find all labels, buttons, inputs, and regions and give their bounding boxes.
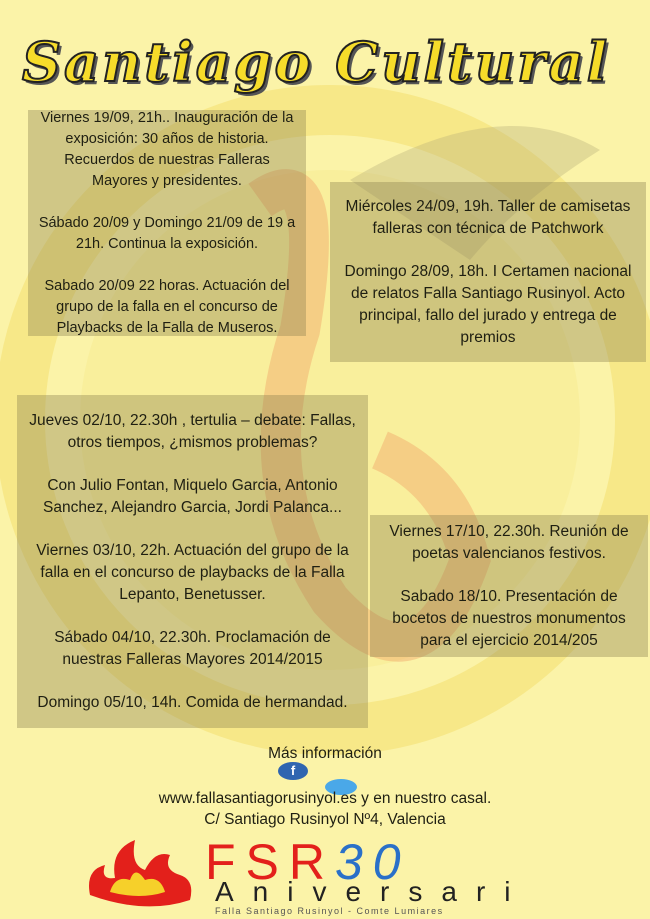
event-text: Sabado 18/10. Presentación de bocetos de nuestros monumentos para el ejercicio 2014/205 xyxy=(392,587,626,649)
event-text: Sábado 04/10, 22.30h. Proclamación de nuestras Falleras Mayores 2014/2015 xyxy=(54,628,331,668)
event-text: Miércoles 24/09, 19h. Taller de camisetas falleras con técnica de Patchwork xyxy=(345,197,631,237)
poster-title: Santiago Cultural xyxy=(22,30,611,94)
event-text: Domingo 28/09, 18h. I Certamen nacional de relatos Falla Santiago Rusinyol. Acto principal, fallo del jurado y entrega de premios xyxy=(344,262,632,346)
events-box-october-1 xyxy=(17,395,368,728)
facebook-icon[interactable]: f xyxy=(278,762,308,780)
flame-logo-icon xyxy=(85,840,195,910)
events-box-september-1 xyxy=(28,110,306,336)
website-text[interactable]: www.fallasantiagorusinyol.es y en nuestro casal. xyxy=(158,790,492,807)
event-text: Jueves 02/10, 22.30h , tertulia – debate: Fallas, otros tiempos, ¿mismos problemas? xyxy=(29,411,356,451)
logo-aniversari: Aniversari xyxy=(215,876,530,907)
event-text: Con Julio Fontan, Miquelo Garcia, Antonio Sanchez, Alejandro Garcia, Jordi Palanca... xyxy=(43,476,342,516)
event-text: Domingo 05/10, 14h. Comida de hermandad. xyxy=(37,693,348,711)
event-text: Viernes 03/10, 22h. Actuación del grupo de la falla en el concurso de playbacks de la Falla Lepanto, Benetusser. xyxy=(36,541,349,603)
address-text: C/ Santiago Rusinyol Nº4, Valencia xyxy=(204,811,446,828)
event-text: Viernes 17/10, 22.30h. Reunión de poetas valencianos festivos. xyxy=(389,522,629,562)
more-info-heading: Más información xyxy=(268,745,382,762)
events-box-september-2 xyxy=(330,182,646,362)
event-text: Sabado 20/09 22 horas. Actuación del grupo de la falla en el concurso de Playbacks de la Falla de Museros. xyxy=(44,277,290,336)
logo-fsr: FSR xyxy=(205,834,335,890)
logo-subtitle: Falla Santiago Rusinyol - Comte Lumiares xyxy=(215,906,444,916)
logo-30: 30 xyxy=(335,834,411,890)
event-text: Viernes 19/09, 21h.. Inauguración de la exposición: 30 años de historia. Recuerdos de nuestras Falleras Mayores y presidentes. xyxy=(40,109,294,189)
event-text: Sábado 20/09 y Domingo 21/09 de 19 a 21h. Continua la exposición. xyxy=(38,214,296,252)
events-box-october-2 xyxy=(370,515,648,657)
